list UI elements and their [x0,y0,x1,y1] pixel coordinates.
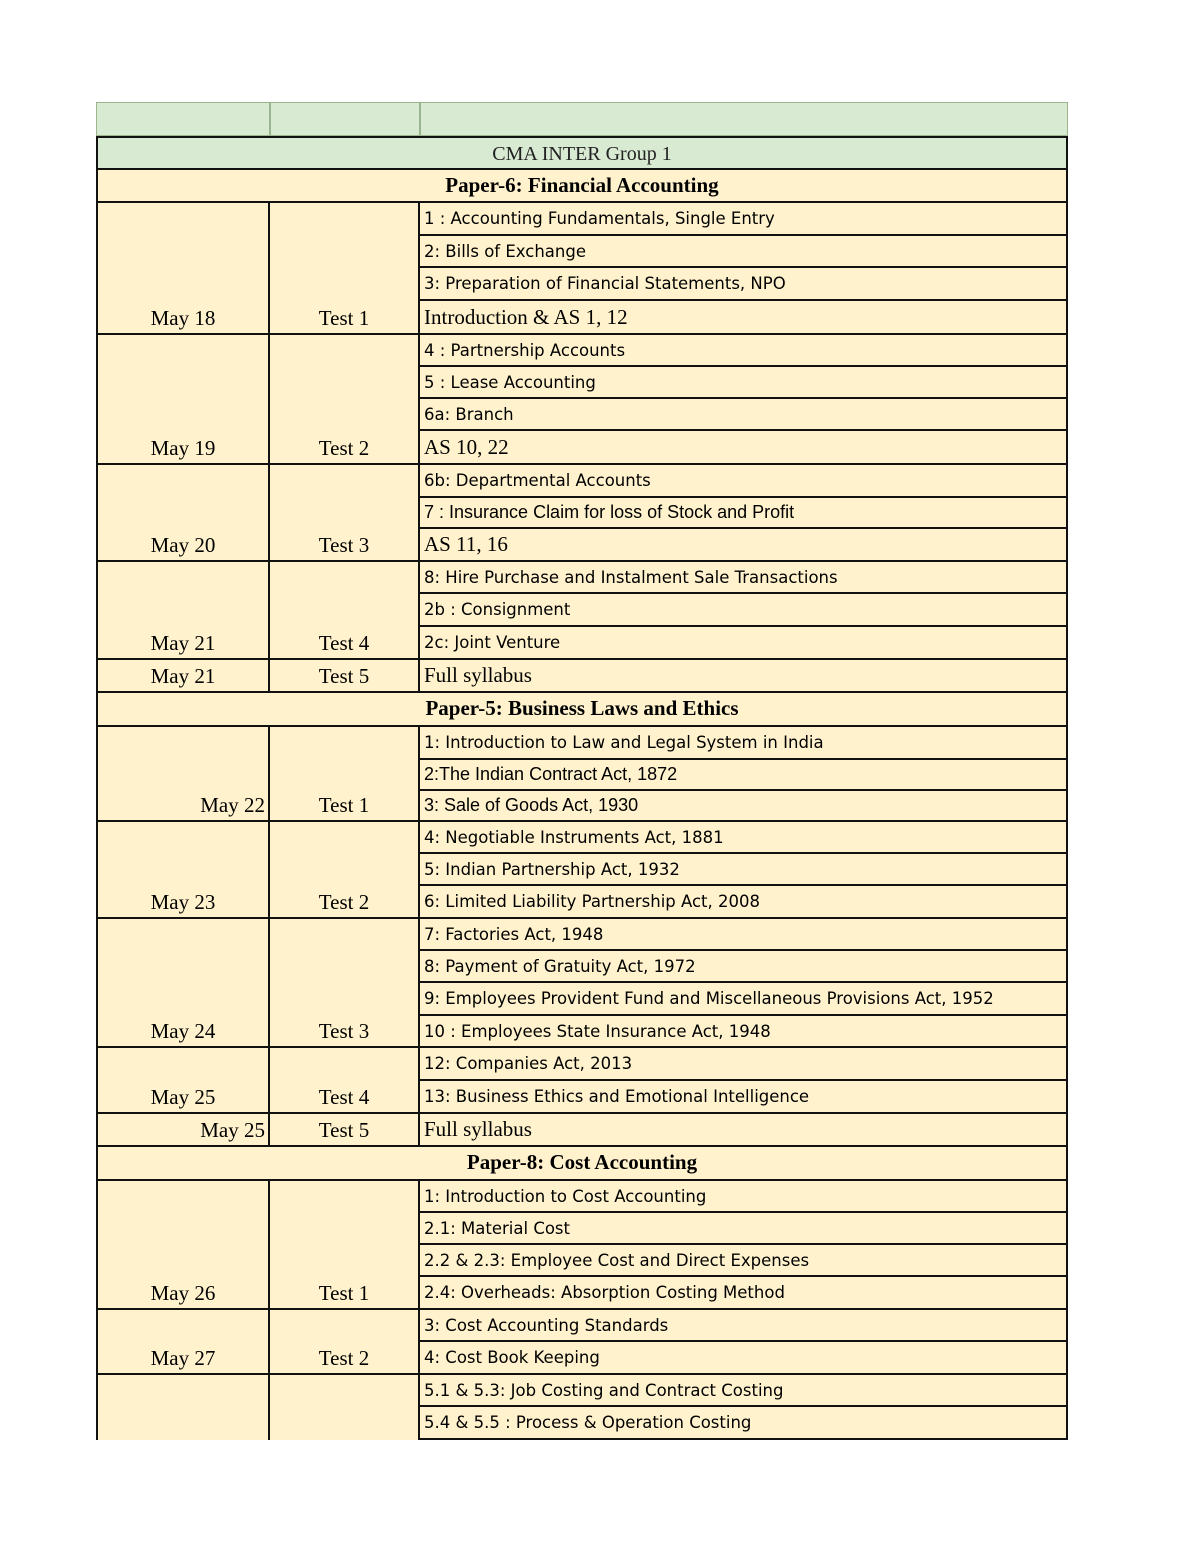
date-cell[interactable]: May 18 [96,203,270,335]
topic-cell[interactable]: 1 : Accounting Fundamentals, Single Entry [420,203,1068,236]
topic-cell[interactable]: 4: Negotiable Instruments Act, 1881 [420,822,1068,854]
topic-cell[interactable]: 2.1: Material Cost [420,1213,1068,1245]
test-cell[interactable]: Test 1 [270,203,420,335]
topic-cell[interactable]: 6b: Departmental Accounts [420,465,1068,498]
empty-header-cell[interactable] [270,102,420,136]
topic-cell[interactable]: 2.2 & 2.3: Employee Cost and Direct Expenses [420,1245,1068,1277]
empty-header-cell[interactable] [96,102,270,136]
date-cell[interactable]: May 24 [96,919,270,1048]
test-cell[interactable]: Test 5 [270,660,420,693]
topic-cell[interactable]: 2.4: Overheads: Absorption Costing Method [420,1277,1068,1310]
topic-cell[interactable]: 7: Factories Act, 1948 [420,919,1068,951]
test-cell[interactable]: Test 2 [270,822,420,919]
topic-cell[interactable]: 2b : Consignment [420,594,1068,627]
sheet-title[interactable]: CMA INTER Group 1 [96,136,1068,170]
topic-cell[interactable]: Full syllabus [420,1114,1068,1147]
topic-cell[interactable]: 5: Indian Partnership Act, 1932 [420,854,1068,886]
topic-cell[interactable]: 12: Companies Act, 2013 [420,1048,1068,1081]
topic-cell[interactable]: 6a: Branch [420,399,1068,431]
date-cell[interactable]: May 20 [96,465,270,562]
test-cell[interactable]: Test 2 [270,335,420,465]
date-cell[interactable]: May 26 [96,1181,270,1310]
topic-cell[interactable]: 1: Introduction to Law and Legal System in India [420,727,1068,760]
topic-cell[interactable]: 5.1 & 5.3: Job Costing and Contract Costing [420,1375,1068,1407]
topic-cell[interactable]: 1: Introduction to Cost Accounting [420,1181,1068,1213]
section-heading[interactable]: Paper-8: Cost Accounting [96,1147,1068,1181]
date-cell[interactable]: May 25 [96,1048,270,1114]
section-heading[interactable]: Paper-5: Business Laws and Ethics [96,693,1068,727]
test-cell[interactable]: Test 3 [270,919,420,1048]
topic-cell[interactable]: 10 : Employees State Insurance Act, 1948 [420,1016,1068,1048]
test-cell[interactable]: Test 5 [270,1114,420,1147]
topic-cell[interactable]: 5 : Lease Accounting [420,367,1068,399]
topic-cell[interactable]: 7 : Insurance Claim for loss of Stock and Profit [420,498,1068,529]
date-cell[interactable]: May 27 [96,1310,270,1375]
topic-cell[interactable]: AS 11, 16 [420,529,1068,562]
date-cell[interactable]: May 22 [96,727,270,822]
topic-cell[interactable]: 4 : Partnership Accounts [420,335,1068,367]
topic-cell[interactable]: 9: Employees Provident Fund and Miscellaneous Provisions Act, 1952 [420,983,1068,1016]
test-cell[interactable] [270,1375,420,1440]
topic-cell[interactable]: 5.4 & 5.5 : Process & Operation Costing [420,1407,1068,1440]
topic-cell[interactable]: 2c: Joint Venture [420,627,1068,660]
topic-cell[interactable]: 6: Limited Liability Partnership Act, 2008 [420,886,1068,919]
section-heading[interactable]: Paper-6: Financial Accounting [96,170,1068,203]
topic-cell[interactable]: 3: Sale of Goods Act, 1930 [420,791,1068,822]
topic-cell[interactable]: 3: Cost Accounting Standards [420,1310,1068,1342]
test-cell[interactable]: Test 4 [270,1048,420,1114]
test-cell[interactable]: Test 2 [270,1310,420,1375]
topic-cell[interactable]: 13: Business Ethics and Emotional Intelligence [420,1081,1068,1114]
test-cell[interactable]: Test 3 [270,465,420,562]
test-cell[interactable]: Test 1 [270,727,420,822]
topic-cell[interactable]: 4: Cost Book Keeping [420,1342,1068,1375]
topic-cell[interactable]: Full syllabus [420,660,1068,693]
date-cell[interactable]: May 21 [96,660,270,693]
topic-cell[interactable]: 2:The Indian Contract Act, 1872 [420,760,1068,791]
schedule-table [96,102,1070,1440]
test-cell[interactable]: Test 4 [270,562,420,660]
empty-header-cell[interactable] [420,102,1068,136]
date-cell[interactable]: May 23 [96,822,270,919]
topic-cell[interactable]: Introduction & AS 1, 12 [420,301,1068,335]
topic-cell[interactable]: 2: Bills of Exchange [420,236,1068,268]
topic-cell[interactable]: 8: Payment of Gratuity Act, 1972 [420,951,1068,983]
date-cell[interactable]: May 21 [96,562,270,660]
date-cell[interactable]: May 19 [96,335,270,465]
topic-cell[interactable]: 8: Hire Purchase and Instalment Sale Transactions [420,562,1068,594]
topic-cell[interactable]: 3: Preparation of Financial Statements, NPO [420,268,1068,301]
date-cell[interactable]: May 25 [96,1114,270,1147]
test-cell[interactable]: Test 1 [270,1181,420,1310]
topic-cell[interactable]: AS 10, 22 [420,431,1068,465]
date-cell[interactable] [96,1375,270,1440]
